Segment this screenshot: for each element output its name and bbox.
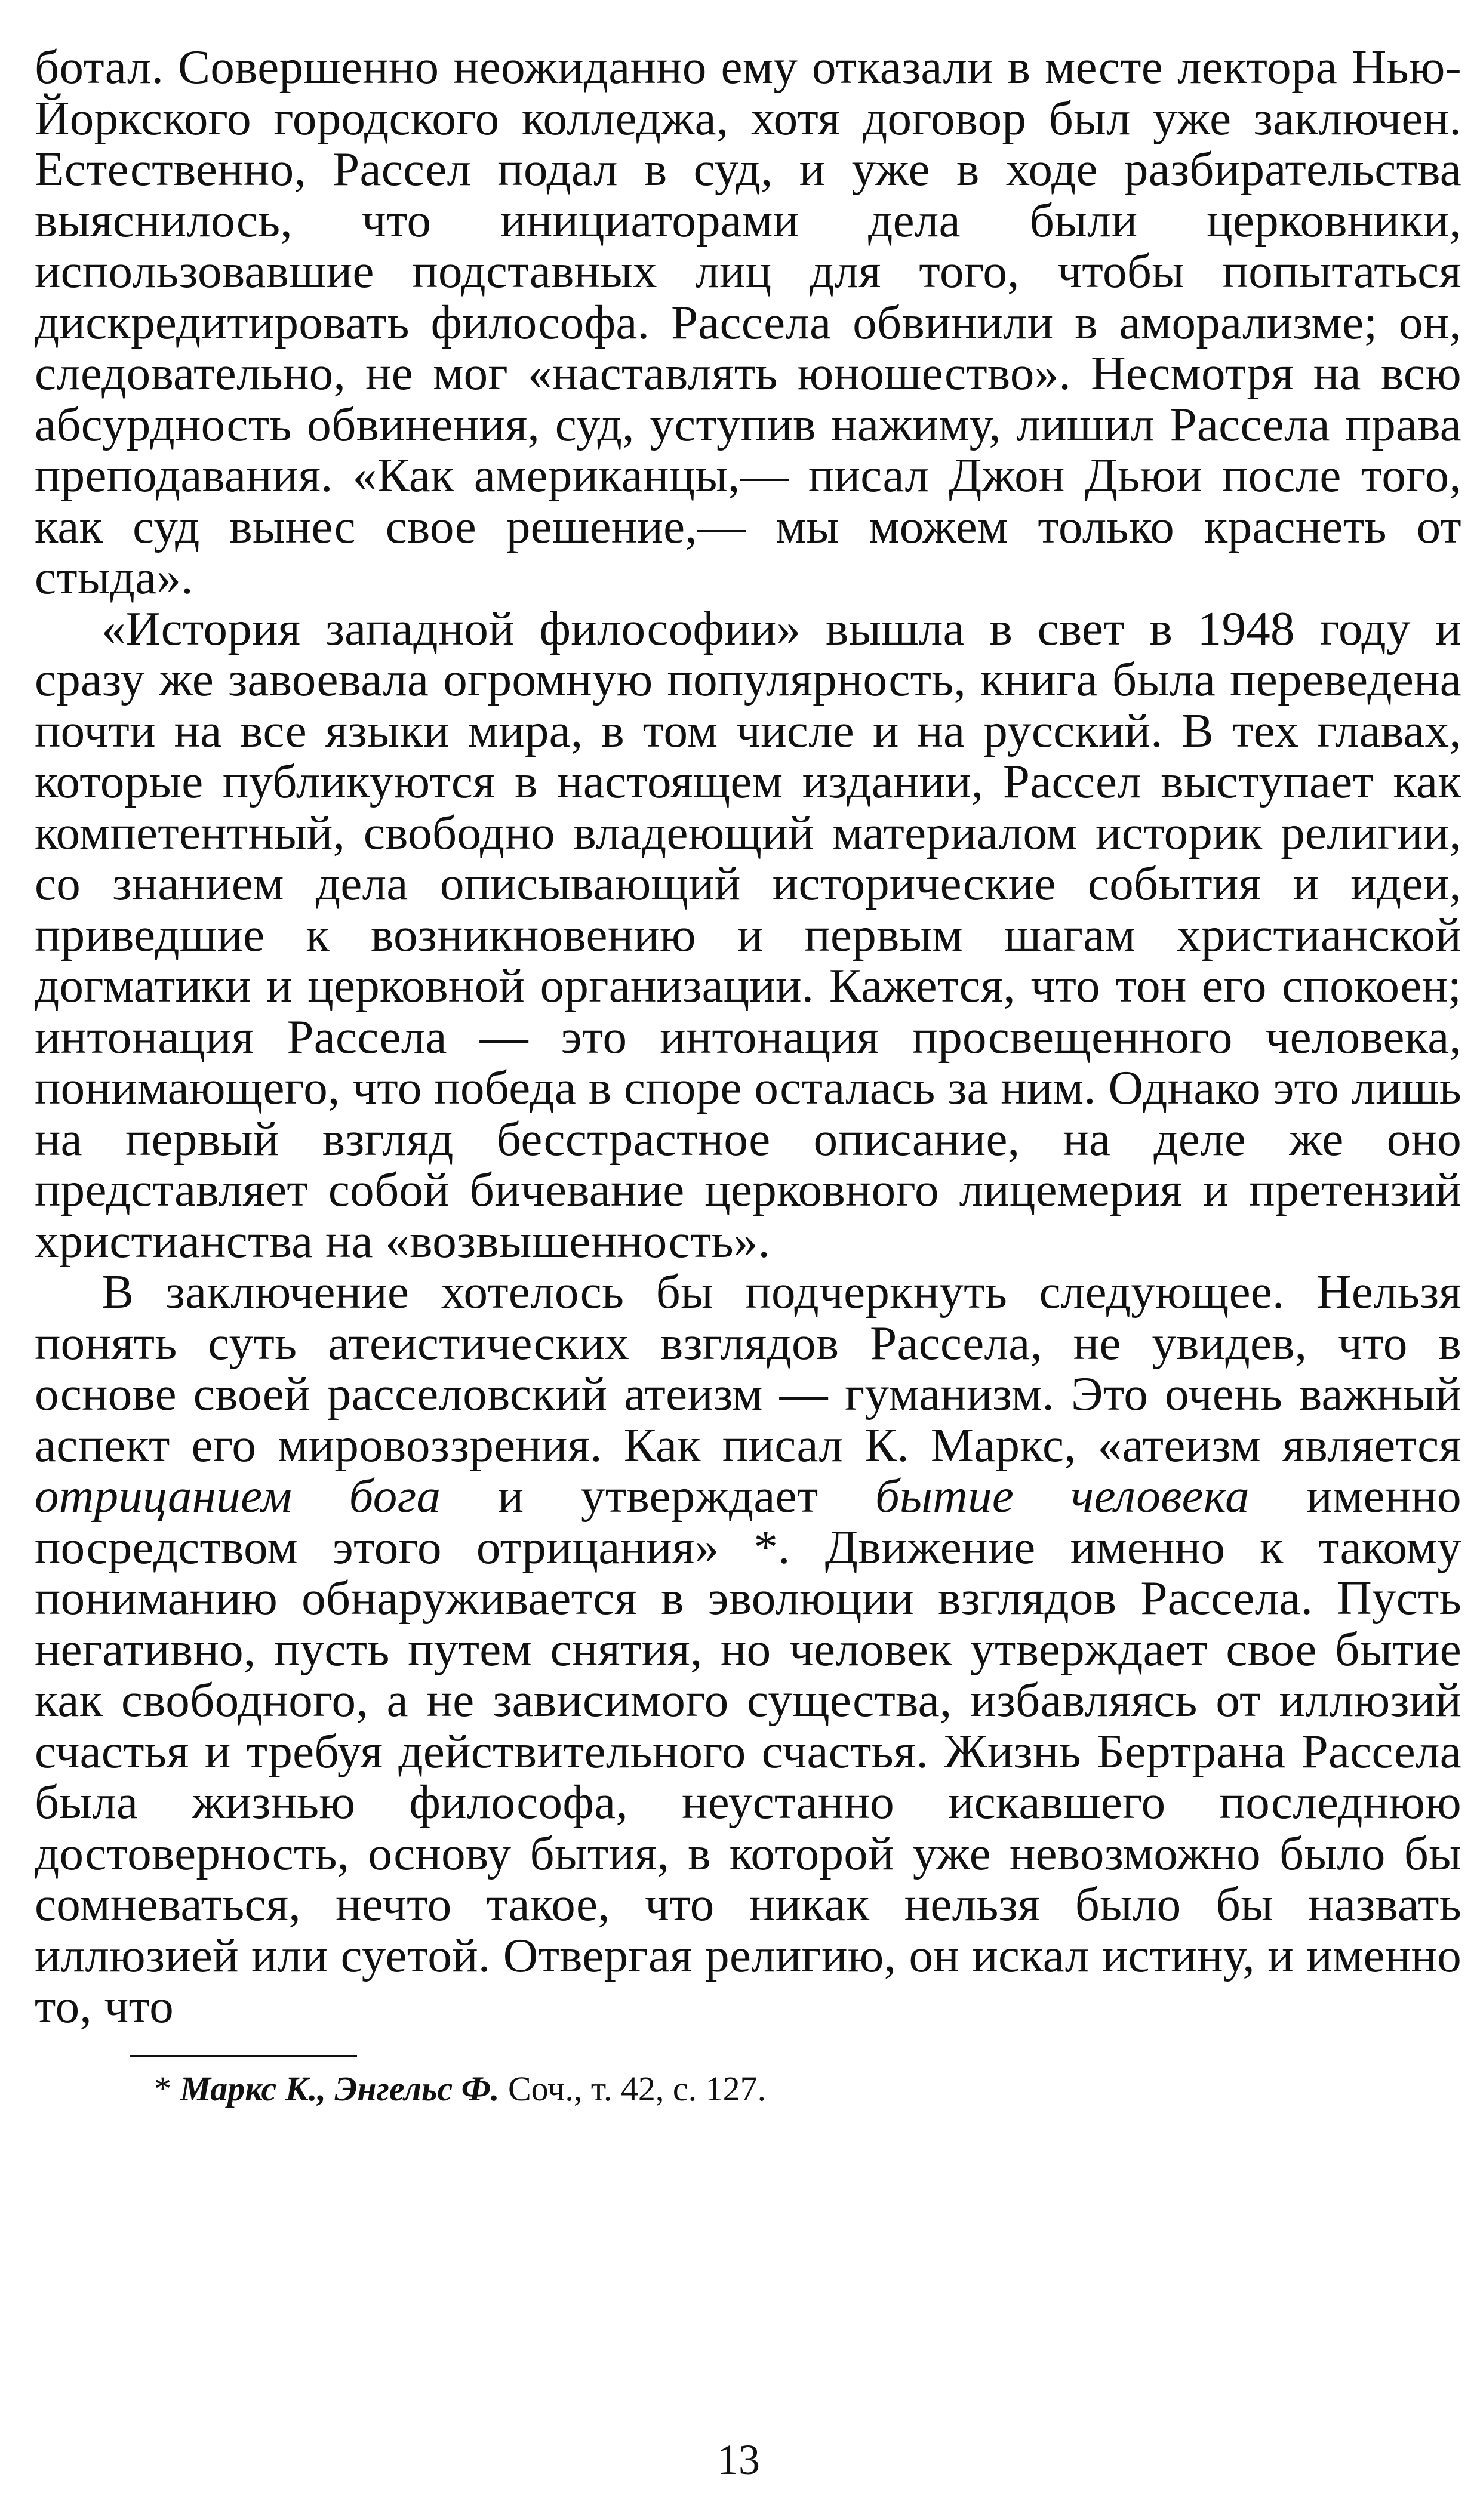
paragraph-1 <box>35 42 1461 603</box>
paragraph-3-text-b: и утверждает <box>441 1469 876 1523</box>
document-page <box>35 42 1461 2110</box>
paragraph-3-text-c: именно посредством этого отрицания» *. Движение именно к такому пониманию обнаруживается в эволюции взглядов Рассела. Пусть негативно, пусть путем снятия, но человек утверждает свое бытие как свободного, а не зависимого существа, избавляясь от иллюзий счастья и требуя действительного счастья. Жизнь Бертрана Рассела была жизнью философа, неустанно искавшего последнюю достоверность, основу бытия, в которой уже невозможно было бы сомневаться, нечто такое, что никак нельзя было бы назвать иллюзией или суетой. Отвергая религию, он искал истину, и именно то, что <box>35 1469 1461 2033</box>
paragraph-2 <box>35 603 1461 1267</box>
paragraph-1-text: ботал. Совершенно неожиданно ему отказали в месте лектора Нью-Йоркского городского колледжа, хотя договор был уже заключен. Естественно, Рассел подал в суд, и уже в ходе разбирательства выяснилось, что инициаторами дела были церковники, использовавшие подставных лиц для того, чтобы попытаться дискредитировать философа. Рассела обвинили в аморализме; он, следовательно, не мог «наставлять юношество». Несмотря на всю абсурдность обвинения, суд, уступив нажиму, лишил Рассела права преподавания. «Как американцы,— писал Джон Дьюи после того, как суд вынес свое решение,— мы можем только краснеть от стыда». <box>35 40 1461 604</box>
paragraph-3 <box>35 1267 1461 2032</box>
page-number: 13 <box>717 2436 760 2484</box>
footnote <box>154 2068 1461 2110</box>
emphasis-being-of-man: бытие человека <box>875 1469 1250 1523</box>
footnote-authors: Маркс К., Энгельс Ф. <box>180 2069 500 2108</box>
emphasis-negation-of-god: отрицанием бога <box>35 1469 441 1523</box>
paragraph-3-text-a: В заключение хотелось бы подчеркнуть следующее. Нельзя понять суть атеистических взглядов Рассела, не увидев, что в основе своей расселовский атеизм — гуманизм. Это очень важный аспект его мировоззрения. Как писал К. Маркс, «атеизм является <box>35 1265 1461 1472</box>
body-text <box>35 42 1461 2032</box>
footnote-citation: Соч., т. 42, с. 127. <box>499 2069 767 2108</box>
footnote-marker: * <box>154 2069 180 2108</box>
paragraph-2-text: «История западной философии» вышла в свет в 1948 году и сразу же завоевала огромную популярность, книга была переведена почти на все языки мира, в том числе и на русский. В тех главах, которые публикуются в настоящем издании, Рассел выступает как компетентный, свободно владеющий материалом историк религии, со знанием дела описывающий исторические события и идеи, приведшие к возникновению и первым шагам христианской догматики и церковной организации. Кажется, что тон его спокоен; интонация Рассела — это интонация просвещенного человека, понимающего, что победа в споре осталась за ним. Однако это лишь на первый взгляд бесстрастное описание, на деле же оно представляет собой бичевание церковного лицемерия и претензий христианства на «возвышенность». <box>35 601 1461 1268</box>
footnote-divider <box>130 2055 357 2057</box>
